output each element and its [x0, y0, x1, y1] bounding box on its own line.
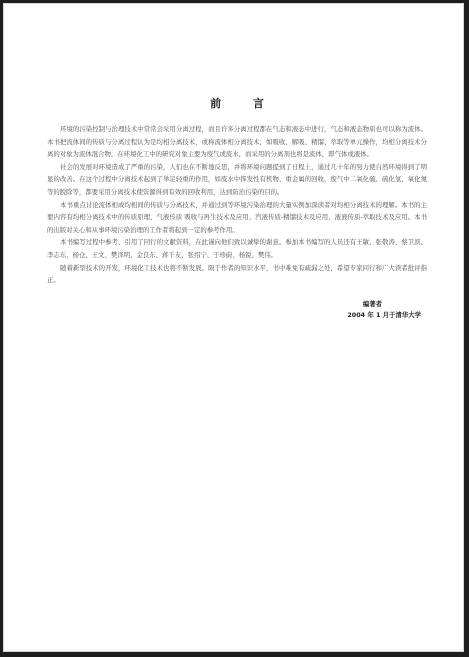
- paragraph-4: 本书编写过程中参考、引用了同行的文献资料，在此谨向他们致以诚挚的谢意。参加本书编写的人员还有王敏、张敬涛、蔡卫滨、李志东、杨仓、王文、樊泽明、金良东、蒋千友、张绍宁、于珍蔚、杨锐、樊伟。: [47, 238, 427, 259]
- page-title: 前 言: [210, 97, 278, 110]
- paragraph-1: 环境的污染控制与治理技术中常常会采用分离过程，而且许多分离过程都在气态和液态中进行，气态和液态物质也可以称为流体。本书把流体间的传质与分离过程认为是均相分离技术，或称流体相分离技术，如吸收、解吸、精馏、萃取等单元操作，均相分离技术分离的对象为流体混合物，在环境化工中的研究对象主要为废气或废水，而采用的分离剂也将是流体，即气体或液体。: [47, 125, 427, 159]
- paragraph-3: 本书重点讨论流体相或均相间的传质与分离技术，并通过到等环境污染治理的大量实例加深读者对均相分离技术的理解。本书的主要内容有均相分离技术中的传质原理、气液传质 吸收与再生技术及应用、汽液传质-精馏技术及应用、液液传质-萃取技术及应用。本书的出版对关心和从事环境污染治理的工作者将起到一定的参考作用。: [47, 200, 427, 234]
- signature-date: 2004 年 1 月于清华大学: [347, 310, 421, 319]
- document-page: [3, 3, 464, 652]
- signature-author: 编著者: [362, 299, 382, 308]
- page-content: [47, 95, 427, 321]
- paragraph-2: 社会的发展对环境造成了严重的污染，人们也在不断地反思，并将环境问题提到了日程上，通过几十年的努力使自然环境得到了明显的改善。在这个过程中分离技术起到了举足轻重的作用，如废水中挥发性有机物、重金属的回收，废气中二氧化硫、硫化氢、氧化氮等的脱除等，都要采用分离技术使资源得到有效的回收利用，达到防治污染的目的。: [47, 162, 427, 196]
- paragraph-5: 随着新型技术的开发，环境化工技术也将不断发展。限于作者的知识水平，书中难免有疏漏之处，希望专家同行和广大读者批评指正。: [47, 263, 427, 285]
- signature-block: [47, 299, 427, 321]
